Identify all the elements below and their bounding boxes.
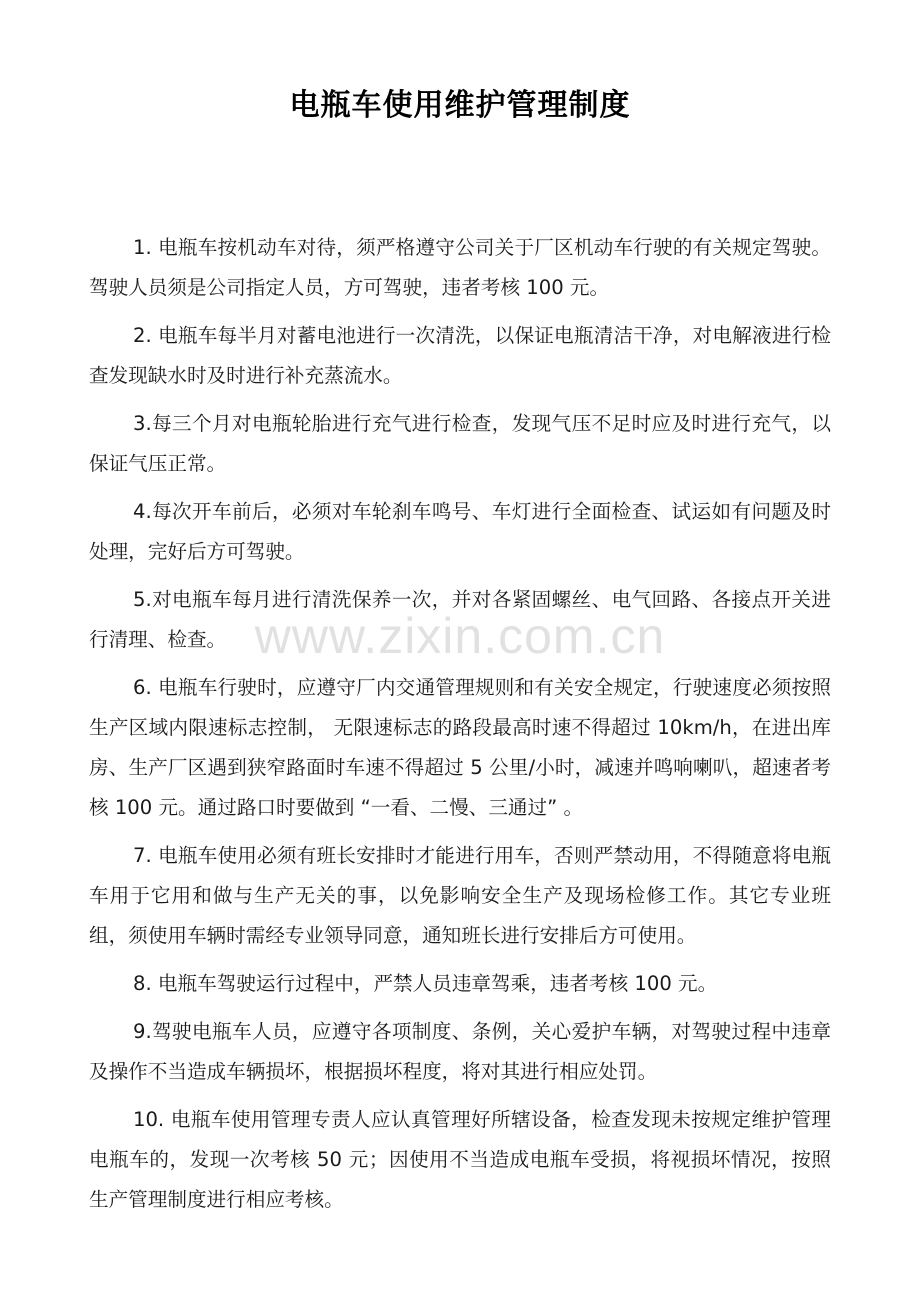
paragraph-5: 5.对电瓶车每月进行清洗保养一次，并对各紧固螺丝、电气回路、各接点开关进行清理、检查。 [89, 588, 831, 651]
document-body [89, 228, 831, 1228]
watermark: www.zixin.com.cn [254, 608, 666, 664]
paragraph-10: 10. 电瓶车使用管理专责人应认真管理好所辖设备，检查发现未按规定维护管理电瓶车的，发现一次考核 50 元；因使用不当造成电瓶车受损，将视损坏情况，按照生产管理制度进行相应考核。 [89, 1108, 831, 1211]
paragraph-6: 6. 电瓶车行驶时，应遵守厂内交通管理规则和有关安全规定，行驶速度必须按照生产区域内限速标志控制， 无限速标志的路段最高时速不得超过 10km/h，在进出库房、生产厂区遇到狭窄路面时车速不得超过 5 公里/小时，减速并鸣响喇叭，超速者考核 100 元。通过路口时要做到 “一看、二慢、三通过” 。 [89, 676, 831, 819]
paragraph-7: 7. 电瓶车使用必须有班长安排时才能进行用车，否则严禁动用，不得随意将电瓶车用于它用和做与生产无关的事，以免影响安全生产及现场检修工作。其它专业班组，须使用车辆时需经专业领导同意，通知班长进行安排后方可使用。 [89, 844, 831, 947]
document-title: 电瓶车使用维护管理制度 [289, 88, 631, 123]
paragraph-4: 4.每次开车前后，必须对车轮刹车鸣号、车灯进行全面检查、试运如有问题及时处理，完好后方可驾驶。 [89, 500, 831, 563]
paragraph-1: 1. 电瓶车按机动车对待，须严格遵守公司关于厂区机动车行驶的有关规定驾驶。驾驶人员须是公司指定人员，方可驾驶，违者考核 100 元。 [89, 236, 831, 299]
paragraph-3: 3.每三个月对电瓶轮胎进行充气进行检查，发现气压不足时应及时进行充气，以保证气压正常。 [89, 412, 831, 475]
paragraph-2: 2. 电瓶车每半月对蓄电池进行一次清洗，以保证电瓶清洁干净，对电解液进行检查发现缺水时及时进行补充蒸流水。 [89, 324, 831, 387]
paragraph-9: 9.驾驶电瓶车人员，应遵守各项制度、条例，关心爱护车辆，对驾驶过程中违章及操作不当造成车辆损坏，根据损坏程度，将对其进行相应处罚。 [89, 1020, 831, 1083]
paragraph-8: 8. 电瓶车驾驶运行过程中，严禁人员违章驾乘，违者考核 100 元。 [133, 972, 718, 995]
